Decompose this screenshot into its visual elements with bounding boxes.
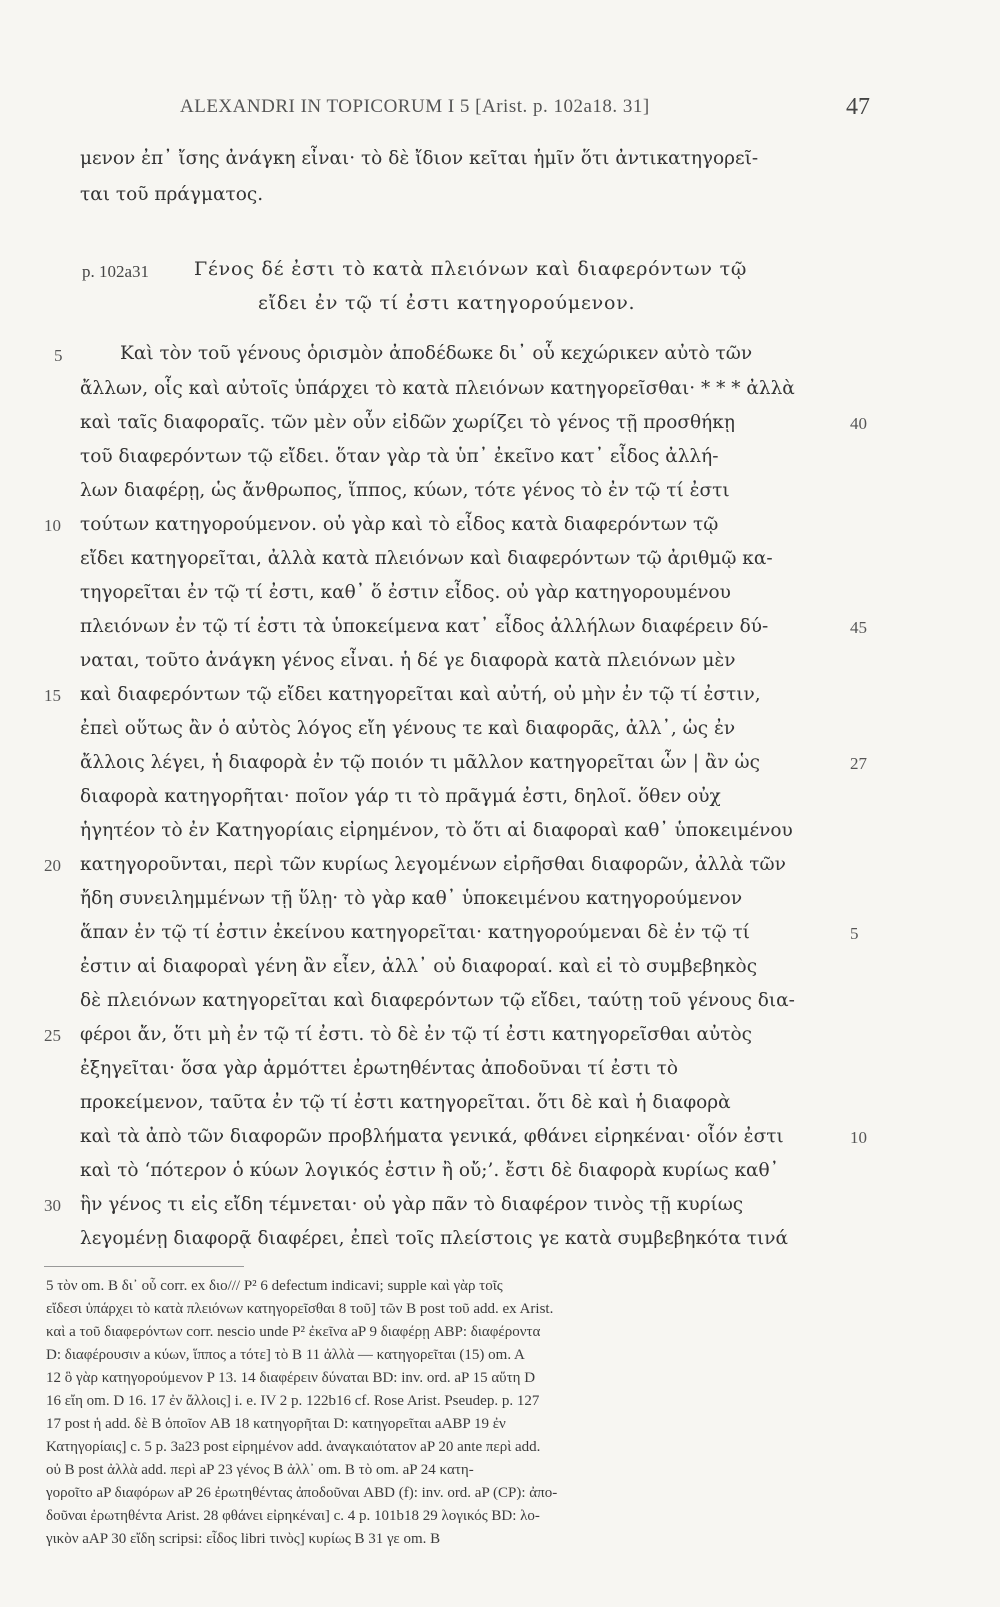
apparatus-line: 12 ὃ γὰρ κατηγορούμενον P 13. 14 διαφέρειν δύναται BD: inv. ord. aP 15 αὕτη D bbox=[46, 1370, 536, 1386]
apparatus-line: καὶ a τοῦ διαφερόντων corr. nescio unde P² ἐκεῖνα aP 9 διαφέρῃ ABP: διαφέροντα bbox=[46, 1324, 541, 1340]
line-number: 25 bbox=[44, 1026, 61, 1045]
apparatus-line: οὐ B post ἀλλὰ add. περὶ aP 23 γένος B ἀλλ᾽ om. B τὸ om. aP 24 κατη- bbox=[46, 1462, 474, 1478]
line-number: 5 bbox=[54, 346, 63, 365]
line-number: 10 bbox=[44, 516, 61, 535]
text-line: φέροι ἄν, ὅτι μὴ ἐν τῷ τί ἐστι. τὸ δὲ ἐν τῷ τί ἐστι κατηγορεῖσθαι αὐτὸς bbox=[80, 1024, 753, 1045]
text-line: ἡγητέον τὸ ἐν Κατηγορίαις εἰρημένον, τὸ ὅτι αἱ διαφοραὶ καθ᾽ ὑποκειμένου bbox=[80, 820, 793, 841]
text-line: ἤδη συνειλημμένων τῇ ὕλῃ· τὸ γὰρ καθ᾽ ὑποκειμένου κατηγορούμενον bbox=[80, 888, 743, 909]
text-line: ἐστιν αἱ διαφοραὶ γένη ἂν εἶεν, ἀλλ᾽ οὐ διαφοραί. καὶ εἰ τὸ συμβεβηκὸς bbox=[80, 956, 758, 977]
lemma-line: Γένος δέ ἐστι τὸ κατὰ πλειόνων καὶ διαφερόντων τῷ bbox=[194, 258, 748, 280]
text-line: ἅπαν ἐν τῷ τί ἐστιν ἐκείνου κατηγορεῖται· κατηγορούμεναι δὲ ἐν τῷ τί bbox=[80, 922, 750, 943]
margin-line-number: 40 bbox=[850, 414, 867, 433]
apparatus-line: 17 post ἡ add. δὲ B ὁποῖον AB 18 κατηγορῆται D: κατηγορεῖται aABP 19 ἐν bbox=[46, 1416, 506, 1432]
text-line: λεγομένῃ διαφορᾷ διαφέρει, ἐπεὶ τοῖς πλείστοις γε κατὰ συμβεβηκότα τινά bbox=[80, 1228, 789, 1249]
text-line: τηγορεῖται ἐν τῷ τί ἐστι, καθ᾽ ὅ ἐστιν εἶδος. οὐ γὰρ κατηγορουμένου bbox=[80, 582, 731, 603]
text-line: κατηγοροῦνται, περὶ τῶν κυρίως λεγομένων εἰρῆσθαι διαφορῶν, ἀλλὰ τῶν bbox=[80, 854, 786, 875]
apparatus-line: Κατηγορίαις] c. 5 p. 3a23 post εἰρημένον add. ἀναγκαιότατον aP 20 ante περὶ add. bbox=[46, 1439, 541, 1455]
margin-line-number: 10 bbox=[850, 1128, 867, 1147]
text-line: καὶ τὸ ‘πότερον ὁ κύων λογικός ἐστιν ἢ οὔ;’. ἔστι δὲ διαφορὰ κυρίως καθ᾽ bbox=[80, 1160, 779, 1181]
apparatus-line: εἴδεσι ὑπάρχει τὸ κατὰ πλειόνων κατηγορεῖσθαι 8 τοῦ] τῶν B post τοῦ add. ex Arist. bbox=[46, 1301, 554, 1317]
text-line: διαφορὰ κατηγορῆται· ποῖον γάρ τι τὸ πρᾶγμά ἐστι, δηλοῖ. ὅθεν οὐχ bbox=[80, 786, 721, 807]
text-line: προκείμενον, ταῦτα ἐν τῷ τί ἐστι κατηγορεῖται. ὅτι δὲ καὶ ἡ διαφορὰ bbox=[80, 1092, 731, 1113]
text-line: ἄλλων, οἷς καὶ αὐτοῖς ὑπάρχει τὸ κατὰ πλειόνων κατηγορεῖσθαι· * * * ἀλλὰ bbox=[80, 378, 795, 399]
line-number: 20 bbox=[44, 856, 61, 875]
lemma-line: εἴδει ἐν τῷ τί ἐστι κατηγορούμενον. bbox=[258, 292, 636, 314]
text-line: τούτων κατηγορούμενον. οὐ γὰρ καὶ τὸ εἶδος κατὰ διαφερόντων τῷ bbox=[80, 514, 719, 535]
text-line: εἴδει κατηγορεῖται, ἀλλὰ κατὰ πλειόνων καὶ διαφερόντων τῷ ἀριθμῷ κα- bbox=[80, 548, 773, 569]
text-line: καὶ διαφερόντων τῷ εἴδει κατηγορεῖται καὶ αὐτή, οὐ μὴν ἐν τῷ τί ἐστιν, bbox=[80, 684, 761, 705]
text-line: τοῦ διαφερόντων τῷ εἴδει. ὅταν γὰρ τὰ ὑπ᾽ ἐκεῖνο κατ᾽ εἶδος ἀλλή- bbox=[80, 446, 719, 467]
text-line: ἐπεὶ οὕτως ἂν ὁ αὐτὸς λόγος εἴη γένους τε καὶ διαφορᾶς, ἀλλ᾽, ὡς ἐν bbox=[80, 718, 736, 739]
text-line: μενον ἐπ᾽ ἴσης ἀνάγκη εἶναι· τὸ δὲ ἴδιον κεῖται ἡμῖν ὅτι ἀντικατηγορεῖ- bbox=[80, 148, 759, 169]
section-reference: p. 102a31 bbox=[82, 262, 150, 281]
line-number: 15 bbox=[44, 686, 61, 705]
text-line: ται τοῦ πράγματος. bbox=[80, 184, 264, 205]
text-line: ἄλλοις λέγει, ἡ διαφορὰ ἐν τῷ ποιόν τι μᾶλλον κατηγορεῖται ὧν | ἂν ὡς bbox=[80, 752, 760, 773]
running-head-title: ALEXANDRI IN TOPICORUM I 5 [Arist. p. 102a18. 31] bbox=[180, 96, 650, 117]
text-line: καὶ ταῖς διαφοραῖς. τῶν μὲν οὖν εἰδῶν χωρίζει τὸ γένος τῇ προσθήκῃ bbox=[80, 412, 735, 433]
text-line: καὶ τὰ ἀπὸ τῶν διαφορῶν προβλήματα γενικά, φθάνει εἰρηκέναι· οἷόν ἐστι bbox=[80, 1126, 784, 1147]
line-number: 30 bbox=[44, 1196, 61, 1215]
text-line: λων διαφέρῃ, ὡς ἄνθρωπος, ἵππος, κύων, τότε γένος τὸ ἐν τῷ τί ἐστι bbox=[80, 480, 730, 501]
margin-line-number: 45 bbox=[850, 618, 867, 637]
text-line: δὲ πλειόνων κατηγορεῖται καὶ διαφερόντων τῷ εἴδει, ταύτῃ τοῦ γένους δια- bbox=[80, 990, 795, 1011]
text-line: πλειόνων ἐν τῷ τί ἐστι τὰ ὑποκείμενα κατ᾽ εἶδος ἀλλήλων διαφέρειν δύ- bbox=[80, 616, 769, 637]
page-number: 47 bbox=[846, 94, 870, 120]
text-line: Καὶ τὸν τοῦ γένους ὁρισμὸν ἀποδέδωκε δι᾽ οὗ κεχώρικεν αὐτὸ τῶν bbox=[120, 343, 753, 364]
running-header bbox=[180, 96, 870, 126]
margin-line-number: 27 bbox=[850, 754, 867, 773]
text-line: ἣν γένος τι εἰς εἴδη τέμνεται· οὐ γὰρ πᾶν τὸ διαφέρον τινὸς τῇ κυρίως bbox=[80, 1194, 744, 1215]
margin-line-number: 5 bbox=[850, 924, 859, 943]
apparatus-line: γικὸν aAP 30 εἴδη scripsi: εἶδος libri τινὸς] κυρίως B 31 γε om. B bbox=[46, 1531, 441, 1547]
apparatus-line: δοῦναι ἐρωτηθέντα Arist. 28 φθάνει εἰρηκέναι] c. 4 p. 101b18 29 λογικός BD: λο- bbox=[46, 1508, 540, 1524]
apparatus-line: D: διαφέρουσιν a κύων, ἵππος a τότε] τὸ B 11 ἀλλὰ — κατηγορεῖται (15) om. A bbox=[46, 1347, 525, 1363]
text-line: ἐξηγεῖται· ὅσα γὰρ ἁρμόττει ἐρωτηθέντας ἀποδοῦναι τί ἐστι τὸ bbox=[80, 1058, 678, 1079]
text-line: ναται, τοῦτο ἀνάγκη γένος εἶναι. ἡ δέ γε διαφορὰ κατὰ πλειόνων μὲν bbox=[80, 650, 736, 671]
apparatus-line: 16 εἴη om. D 16. 17 ἐν ἄλλοις] i. e. IV 2 p. 122b16 cf. Rose Arist. Pseudep. p. 127 bbox=[46, 1393, 540, 1409]
apparatus-line: 5 τὸν om. B δι᾽ οὗ corr. ex διο/// P² 6 defectum indicavi; supple καὶ γὰρ τοῖς bbox=[46, 1278, 503, 1294]
footnote-divider bbox=[44, 1266, 244, 1267]
apparatus-line: γοροῖτο aP διαφόρων aP 26 ἐρωτηθέντας ἀποδοῦναι ABD (f): inv. ord. aP (CP): ἀπο- bbox=[46, 1485, 558, 1501]
